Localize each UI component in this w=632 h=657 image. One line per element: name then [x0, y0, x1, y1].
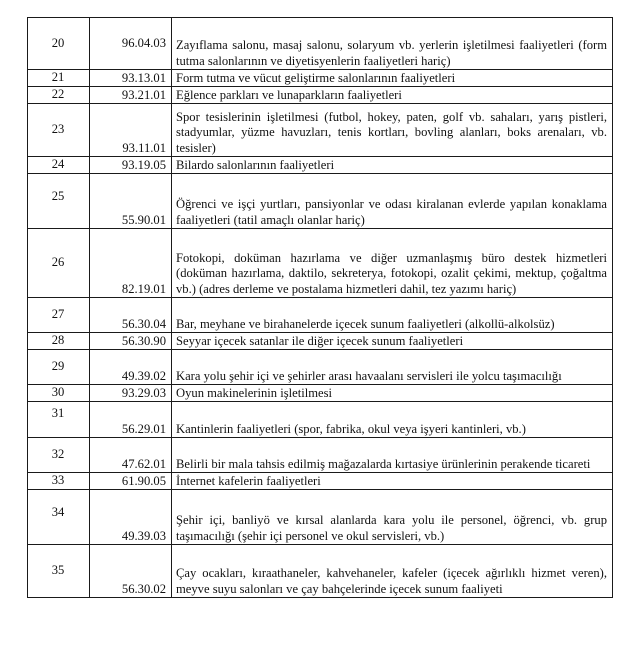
activity-description: Kantinlerin faaliyetleri (spor, fabrika, okul veya işyeri kantinleri, vb.): [172, 402, 613, 438]
table-row: [28, 333, 613, 350]
activity-description: Form tutma ve vücut geliştirme salonlarının faaliyetleri: [172, 70, 613, 87]
row-number: 25: [28, 174, 90, 229]
table-row: [28, 350, 613, 385]
activity-code: 93.29.03: [90, 385, 172, 402]
row-number: 26: [28, 229, 90, 298]
activity-description: İnternet kafelerin faaliyetleri: [172, 473, 613, 490]
table-row: [28, 18, 613, 70]
row-number: 24: [28, 157, 90, 174]
row-number: 27: [28, 298, 90, 333]
activity-code: 96.04.03: [90, 18, 172, 70]
activity-code: 82.19.01: [90, 229, 172, 298]
row-number: 31: [28, 402, 90, 438]
table-row: [28, 402, 613, 438]
activity-description: Şehir içi, banliyö ve kırsal alanlarda kara yolu ile personel, öğrenci, vb. grup taşımacılığı (şehir içi personel ve okul servisleri, vb.): [172, 490, 613, 545]
activity-code: 93.13.01: [90, 70, 172, 87]
row-number: 22: [28, 87, 90, 104]
row-number: 35: [28, 545, 90, 598]
table-row: [28, 545, 613, 598]
activity-code: 93.19.05: [90, 157, 172, 174]
activity-description: Zayıflama salonu, masaj salonu, solaryum vb. yerlerin işletilmesi faaliyetleri (form tutma salonlarının ve diyetisyenlerin faaliyetleri hariç): [172, 18, 613, 70]
row-number: 34: [28, 490, 90, 545]
activity-description: Belirli bir mala tahsis edilmiş mağazalarda kırtasiye ürünlerinin perakende ticareti: [172, 438, 613, 473]
activity-code: 93.11.01: [90, 104, 172, 157]
activity-description: Spor tesislerinin işletilmesi (futbol, hokey, paten, golf vb. sahaları, yarış pistleri, stadyumlar, yüzme havuzları, tenis kortları, bovling alanları, boks arenaları, vb. tesisler): [172, 104, 613, 157]
table-body: [28, 18, 613, 598]
activity-description: Eğlence parkları ve lunaparkların faaliyetleri: [172, 87, 613, 104]
table-row: [28, 229, 613, 298]
table-row: [28, 70, 613, 87]
row-number: 21: [28, 70, 90, 87]
table-row: [28, 438, 613, 473]
activity-code: 56.30.04: [90, 298, 172, 333]
activity-code: 56.29.01: [90, 402, 172, 438]
row-number: 32: [28, 438, 90, 473]
activity-code: 93.21.01: [90, 87, 172, 104]
table-row: [28, 87, 613, 104]
row-number: 20: [28, 18, 90, 70]
activity-description: Öğrenci ve işçi yurtları, pansiyonlar ve odası kiralanan evlerde yapılan konaklama faaliyetleri (tatil amaçlı olanlar hariç): [172, 174, 613, 229]
activity-description: Bar, meyhane ve birahanelerde içecek sunum faaliyetleri (alkollü-alkolsüz): [172, 298, 613, 333]
table-row: [28, 157, 613, 174]
activity-description: Bilardo salonlarının faaliyetleri: [172, 157, 613, 174]
activity-code: 47.62.01: [90, 438, 172, 473]
activity-code: 49.39.03: [90, 490, 172, 545]
row-number: 23: [28, 104, 90, 157]
row-number: 30: [28, 385, 90, 402]
row-number: 28: [28, 333, 90, 350]
activity-code: 49.39.02: [90, 350, 172, 385]
row-number: 29: [28, 350, 90, 385]
table-row: [28, 174, 613, 229]
activity-description: Seyyar içecek satanlar ile diğer içecek sunum faaliyetleri: [172, 333, 613, 350]
row-number: 33: [28, 473, 90, 490]
table-row: [28, 490, 613, 545]
activity-description: Kara yolu şehir içi ve şehirler arası havaalanı servisleri ile yolcu taşımacılığı: [172, 350, 613, 385]
table-row: [28, 104, 613, 157]
activity-code: 61.90.05: [90, 473, 172, 490]
activity-code: 56.30.02: [90, 545, 172, 598]
table-row: [28, 385, 613, 402]
activity-description: Oyun makinelerinin işletilmesi: [172, 385, 613, 402]
table-row: [28, 298, 613, 333]
activity-description: Çay ocakları, kıraathaneler, kahvehaneler, kafeler (içecek ağırlıklı hizmet veren), meyve suyu salonları ve çay bahçelerinde içecek sunum faaliyeti: [172, 545, 613, 598]
activity-description: Fotokopi, doküman hazırlama ve diğer uzmanlaşmış büro destek hizmetleri (doküman hazırlama, daktilo, sekreterya, fotokopi, ozalit çekimi, mektup, çoğaltma vb.) (adres derleme ve postalama hizmetleri dahil, tez yazımı hariç): [172, 229, 613, 298]
table-row: [28, 473, 613, 490]
activity-code: 55.90.01: [90, 174, 172, 229]
activity-code-table: [27, 17, 613, 598]
activity-code: 56.30.90: [90, 333, 172, 350]
